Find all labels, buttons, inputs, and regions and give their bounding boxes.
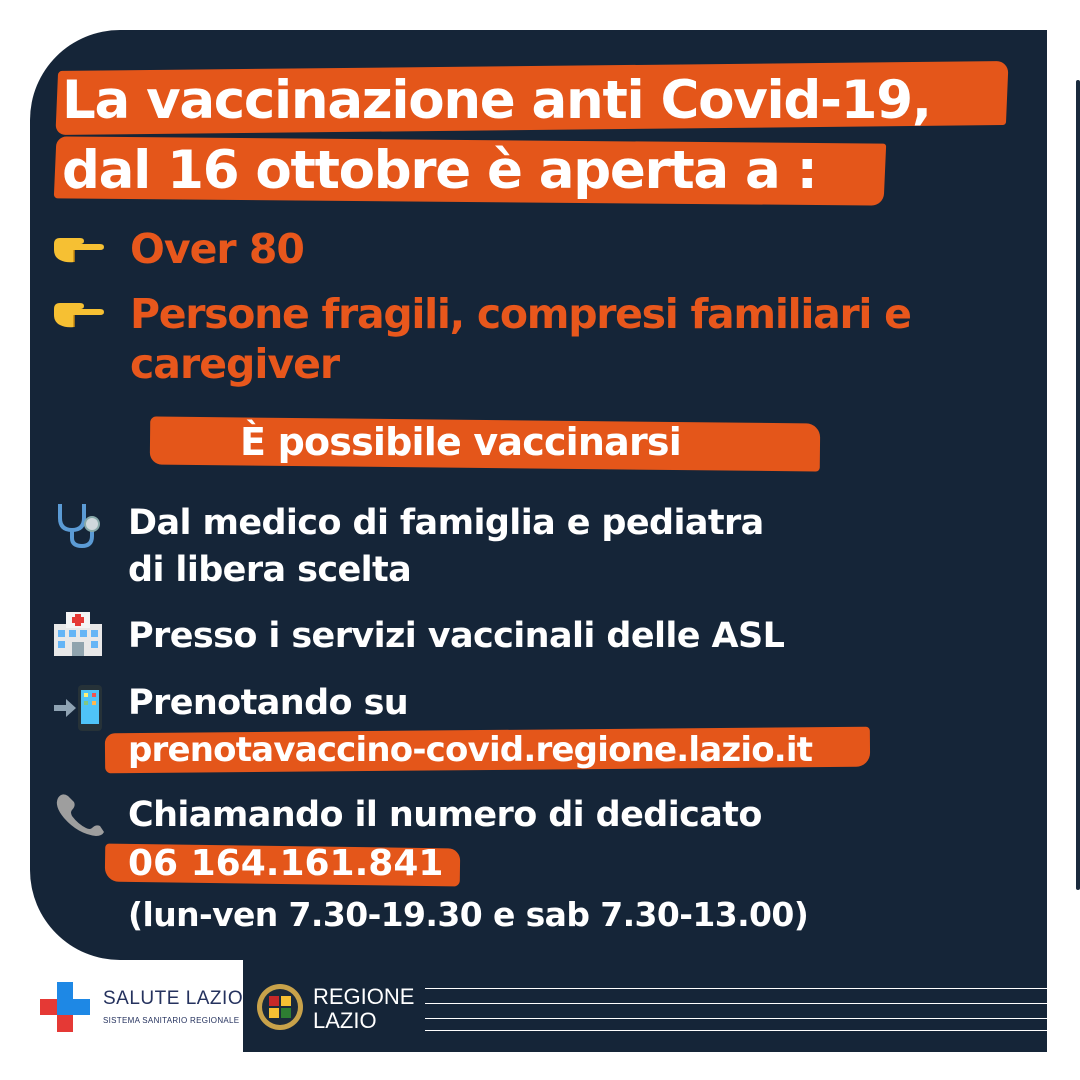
salute-lazio-subtitle: SISTEMA SANITARIO REGIONALE (103, 1016, 240, 1025)
heading-line-2: dal 16 ottobre è aperta a : (62, 140, 817, 201)
subheading: È possibile vaccinarsi (240, 420, 681, 464)
eligible-fragili-line-1: Persone fragili, compresi familiari e (130, 290, 911, 338)
footer-rule (425, 988, 1047, 989)
option-chiamando: Chiamando il numero di dedicato (128, 795, 762, 835)
phone-number: 06 164.161.841 (128, 843, 444, 884)
footer-rule (425, 1018, 1047, 1019)
salute-lazio-name: SALUTE LAZIO (103, 988, 244, 1009)
option-medico-line-2: di libera scelta (128, 550, 412, 590)
hospital-icon (52, 610, 104, 660)
booking-url: prenotavaccino-covid.regione.lazio.it (128, 730, 813, 770)
option-prenotando-line-1: Prenotando su (128, 683, 409, 723)
salute-lazio-cross-icon (40, 982, 90, 1032)
regione-lazio-name-line-2: LAZIO (313, 1008, 377, 1033)
eligible-over-80: Over 80 (130, 225, 304, 273)
telephone-icon (52, 790, 106, 840)
stethoscope-icon (52, 500, 104, 554)
footer-rule (425, 1003, 1047, 1004)
heading-line-1: La vaccinazione anti Covid-19, (62, 70, 931, 131)
eligible-fragili-line-2: caregiver (130, 340, 340, 388)
pointing-hand-icon (50, 297, 106, 335)
regione-lazio-name-line-1: REGIONE (313, 984, 415, 1009)
right-edge-strip (1076, 80, 1080, 890)
option-asl: Presso i servizi vaccinali delle ASL (128, 616, 785, 656)
footer-rule (425, 1030, 1047, 1031)
option-medico-line-1: Dal medico di famiglia e pediatra (128, 503, 764, 543)
regione-lazio-emblem-icon (255, 982, 305, 1036)
opening-hours: (lun-ven 7.30-19.30 e sab 7.30-13.00) (128, 895, 809, 934)
mobile-phone-icon (52, 683, 104, 737)
pointing-hand-icon (50, 232, 106, 270)
